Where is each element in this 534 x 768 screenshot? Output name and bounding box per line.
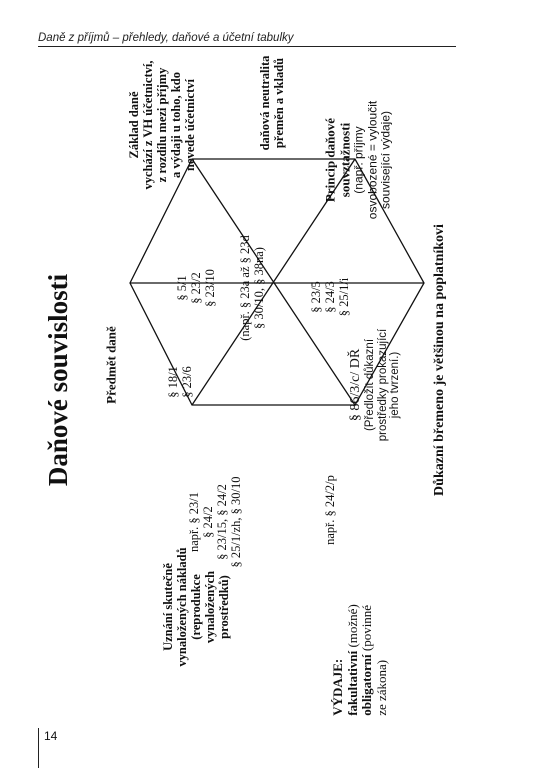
danova-neutralita-block: daňová neutralita přeměn a vkladů — [258, 55, 286, 151]
uznani-nakladu-block: Uznání skutečně vynaložených nákladů (reprodukce vynaložených prostředků) — [161, 547, 231, 667]
segment-top-right: § 5/1 § 23/2 § 23/10 — [175, 269, 217, 307]
princip-souvztaznosti-block: Princip daňové souvztažnosti (např. příjmy osvobozené = vyloučit související výdaje) — [322, 100, 393, 220]
vydaje-block: VÝDAJE: fakultativní (možné) obligatorní (povinné ze zákona) — [329, 604, 389, 716]
running-header: Daně z příjmů – přehledy, daňové a účetní tabulky — [38, 32, 294, 44]
page-title: Daňové souvislosti — [42, 273, 73, 487]
segment-left-bottom: např. § 24/2/p — [323, 475, 337, 545]
page-number-rule — [38, 728, 39, 768]
page-number: 14 — [44, 729, 58, 743]
segment-top-right-note: (např. § 23a až § 23d § 30/10, § 38na) — [238, 235, 266, 341]
segment-bottom-center: § 86/3/c/ DŘ (Předložit důkazní prostředky prokazující jeho tvrzení.) — [347, 328, 402, 442]
segment-left-top: např. § 23/1 § 24/2 § 23/15, § 24/2 § 25/1/zh, § 30/10 — [187, 476, 243, 568]
dukazni-bremeno-label: Důkazní břemeno je většinou na poplatníkovi — [432, 224, 448, 496]
segment-bottom-right: § 23/5 § 24/3 § 25/1/i — [309, 277, 351, 317]
segment-top-center: § 18/1 § 23/6 — [166, 366, 194, 398]
zaklad-dane-block: Základ daně vychází z VH účetnictví, z rozdílu mezi příjmy a výdaji u toho, kdo nevede účetnictví — [127, 60, 197, 190]
predmet-dane-label: Předmět daně — [103, 326, 119, 404]
